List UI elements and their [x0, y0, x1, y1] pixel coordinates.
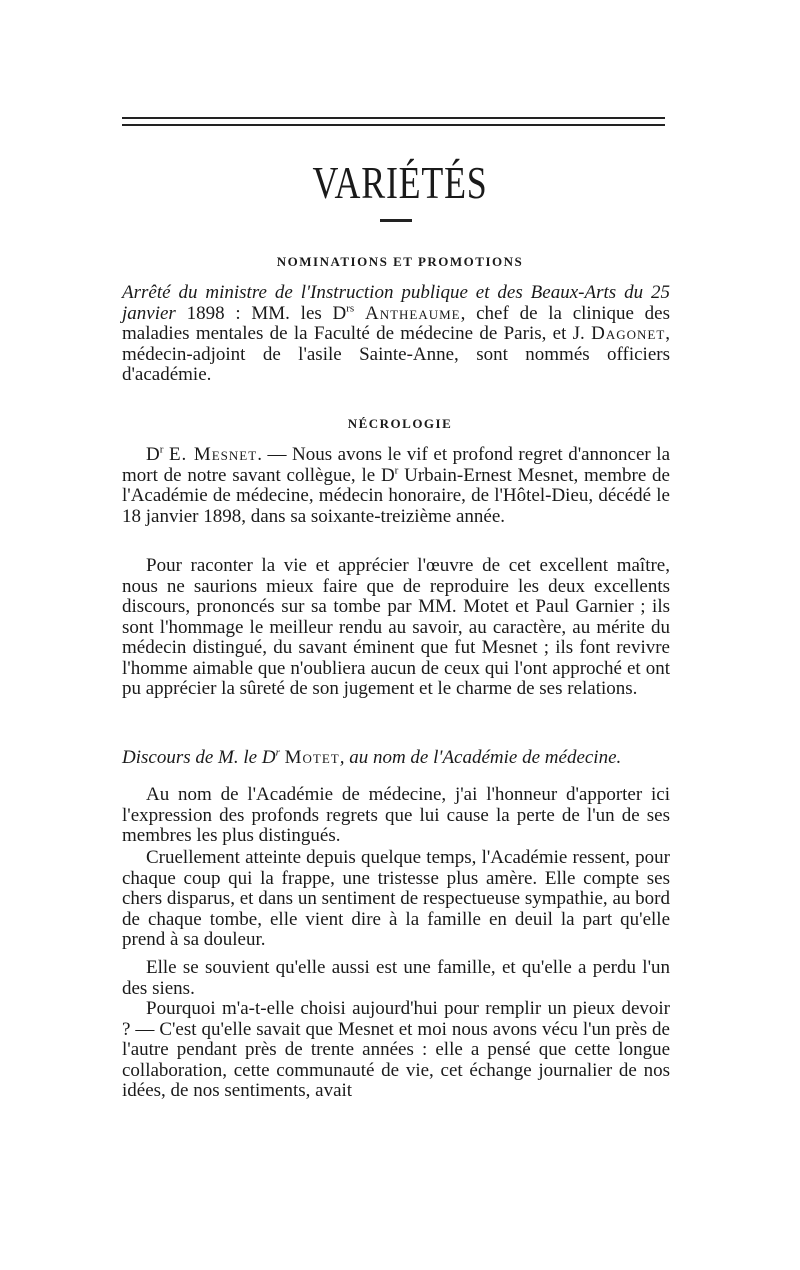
page-title: VARIÉTÉS	[312, 157, 488, 208]
title-divider	[380, 219, 412, 222]
paragraph-pourquoi: Pourquoi m'a-t-elle choisi aujourd'hui pour remplir un pieux devoir ? — C'est qu'elle savait que Mesnet et moi nous avons vécu l'un près de l'autre pendant près de trente années : elle a pensé que cette longue collaboration, cette communauté de vie, cet échange journalier de nos idées, de nos sentiments, avait	[122, 998, 670, 1101]
discours-heading	[122, 747, 677, 769]
mesnet-text-b: Urbain-Ernest Mesnet, membre de l'Académie de médecine, médecin honoraire, de l'Hôtel-Dieu, décédé le 18 janvier 1898, dans sa soixante-treizième année.	[122, 464, 670, 527]
arrete-italic-lead: Arrêté du ministre de l'Instruction publique et des Beaux-Arts du 25 janvier	[122, 282, 670, 324]
header-rule-top	[122, 117, 665, 119]
paragraph-au-nom: Au nom de l'Académie de médecine, j'ai l'honneur d'apporter ici l'expression des profonds regrets que lui cause la perte de l'un de ses membres les plus distingués.	[122, 784, 670, 846]
discours-rest: , au nom de l'Académie de médecine.	[339, 747, 622, 768]
paragraph-cruellement: Cruellement atteinte depuis quelque temps, l'Académie ressent, pour chaque coup qui la frappe, une tristesse plus amère. Elle compte ses chers disparus, et dans un sentiment de respectueuse sympathie, au bord de chaque tombe, elle vient dire à la famille en deuil la part qu'elle prend à sa douleur.	[122, 847, 670, 950]
section-heading-necrologie: NÉCROLOGIE	[347, 416, 453, 431]
arrete-name-antheaume: Antheaume	[364, 302, 461, 324]
paragraph-arrete	[122, 283, 670, 386]
arrete-name-dagonet: Dagonet	[591, 323, 666, 344]
discours-superscript: r	[275, 746, 280, 759]
mesnet-dr-superscript: r	[159, 443, 164, 456]
mesnet-text-superscript: r	[394, 464, 399, 477]
paragraph-elle-se-souvient: Elle se souvient qu'elle aussi est une famille, et qu'elle a perdu l'un des siens.	[122, 957, 670, 999]
mesnet-dr: D	[146, 444, 160, 465]
paragraph-raconter: Pour raconter la vie et apprécier l'œuvre de cet excellent maître, nous ne saurions mieux faire que de reproduire les deux excellents discours, prononcés sur sa tombe par MM. Motet et Paul Garnier ; ils sont l'hommage le meilleur rendu au savoir, au caractère, au mérite du médecin distingué, du savant éminent que fut Mesnet ; ils font revivre l'homme aimable que n'oubliera aucun de ceux qui l'ont approché et ont pu apprécier la sûreté de son jugement et le charme de ses relations.	[122, 555, 670, 699]
arrete-text-2: , médecin-adjoint de l'asile Sainte-Anne, sont nommés officiers d'académie.	[122, 323, 671, 385]
arrete-drs-superscript: rs	[346, 302, 355, 315]
discours-name-motet: Motet	[284, 747, 340, 768]
paragraph-mesnet	[122, 445, 670, 527]
arrete-text-year: 1898 : MM. les D	[186, 302, 347, 324]
arrete-text-1: , chef de la clinique des maladies mentales de la Faculté de médecine de Paris, et J.	[122, 302, 671, 344]
header-rule-bottom	[122, 124, 665, 126]
discours-lead: Discours de M. le D	[122, 747, 276, 768]
mesnet-name: E. Mesnet	[168, 444, 258, 465]
mesnet-text-a: . — Nous avons le vif et profond regret d'annoncer la mort de notre savant collègue, le D	[122, 444, 671, 486]
section-heading-nominations: NOMINATIONS ET PROMOTIONS	[276, 254, 524, 269]
